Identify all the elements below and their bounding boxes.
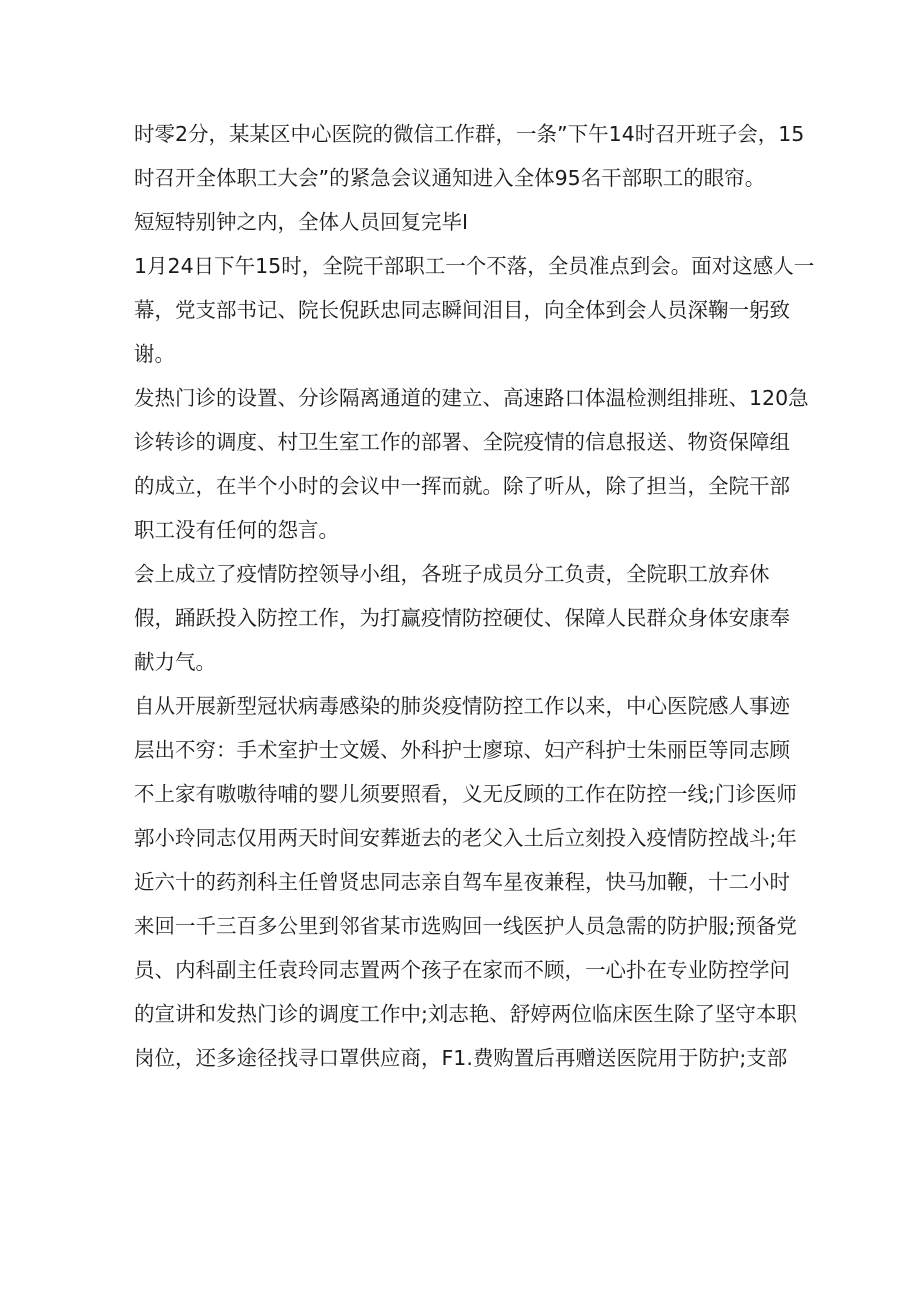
- paragraph-2: [134, 200, 804, 244]
- text-line: 员、内科副主任袁玲同志置两个孩子在家而不顾，一心扑在专业防控学问: [134, 958, 790, 982]
- text-line: 诊转诊的调度、村卫生室工作的部署、全院疫情的信息报送、物资保障组: [134, 430, 790, 454]
- text-line: 近六十的药剂科主任曾贤忠同志亲自驾车星夜兼程，快马加鞭，十二小时: [134, 870, 790, 894]
- text-line: 岗位，还多途径找寻口罩供应商，F1.费购置后再赠送医院用于防护;支部: [134, 1046, 788, 1070]
- text-line: 层出不穷：手术室护士文媛、外科护士廖琼、妇产科护士朱丽臣等同志顾: [134, 738, 790, 762]
- text-line: 不上家有嗷嗷待哺的婴儿须要照看，义无反顾的工作在防控一线;门诊医师: [134, 782, 797, 806]
- text-line: 短短特别钟之内，全体人员回复完毕I: [134, 210, 469, 234]
- text-line: 的成立，在半个小时的会议中一挥而就。除了听从，除了担当，全院干部: [134, 474, 790, 498]
- text-line: 幕，党支部书记、院长倪跃忠同志瞬间泪目，向全体到会人员深鞠一躬致: [134, 298, 790, 322]
- paragraph-1: [134, 112, 804, 200]
- text-line: 职工没有任何的怨言。: [134, 518, 339, 542]
- text-line: 发热门诊的设置、分诊隔离通道的建立、高速路口体温检测组排班、120急: [134, 386, 809, 410]
- paragraph-4: [134, 376, 809, 552]
- text-line: 时召开全体职工大会”的紧急会议通知进入全体95名干部职工的眼帘。: [134, 166, 766, 190]
- paragraph-5: [134, 552, 804, 684]
- text-line: 1月24日下午15时，全院干部职工一个不落，全员准点到会。面对这感人一: [134, 254, 815, 278]
- text-line: 会上成立了疫情防控领导小组，各班子成员分工负责，全院职工放弃休: [134, 562, 770, 586]
- text-line: 谢。: [134, 342, 175, 366]
- text-line: 假，踊跃投入防控工作，为打赢疫情防控硬仗、保障人民群众身体安康奉: [134, 606, 790, 630]
- text-line: 的宣讲和发热门诊的调度工作中;刘志艳、舒婷两位临床医生除了坚守本职: [134, 1002, 797, 1026]
- paragraph-6: [134, 684, 804, 1080]
- article-body: [134, 112, 815, 1080]
- paragraph-3: [134, 244, 815, 376]
- text-line: 献力气。: [134, 650, 216, 674]
- text-line: 来回一千三百多公里到邻省某市选购回一线医护人员急需的防护服;预备党: [134, 914, 797, 938]
- text-line: 自从开展新型冠状病毒感染的肺炎疫情防控工作以来，中心医院感人事迹: [134, 694, 790, 718]
- text-line: 郭小玲同志仅用两天时间安葬逝去的老父入土后立刻投入疫情防控战斗;年: [134, 826, 797, 850]
- text-line: 时零2分，某某区中心医院的微信工作群，一条”下午14时召开班子会，15: [134, 122, 805, 146]
